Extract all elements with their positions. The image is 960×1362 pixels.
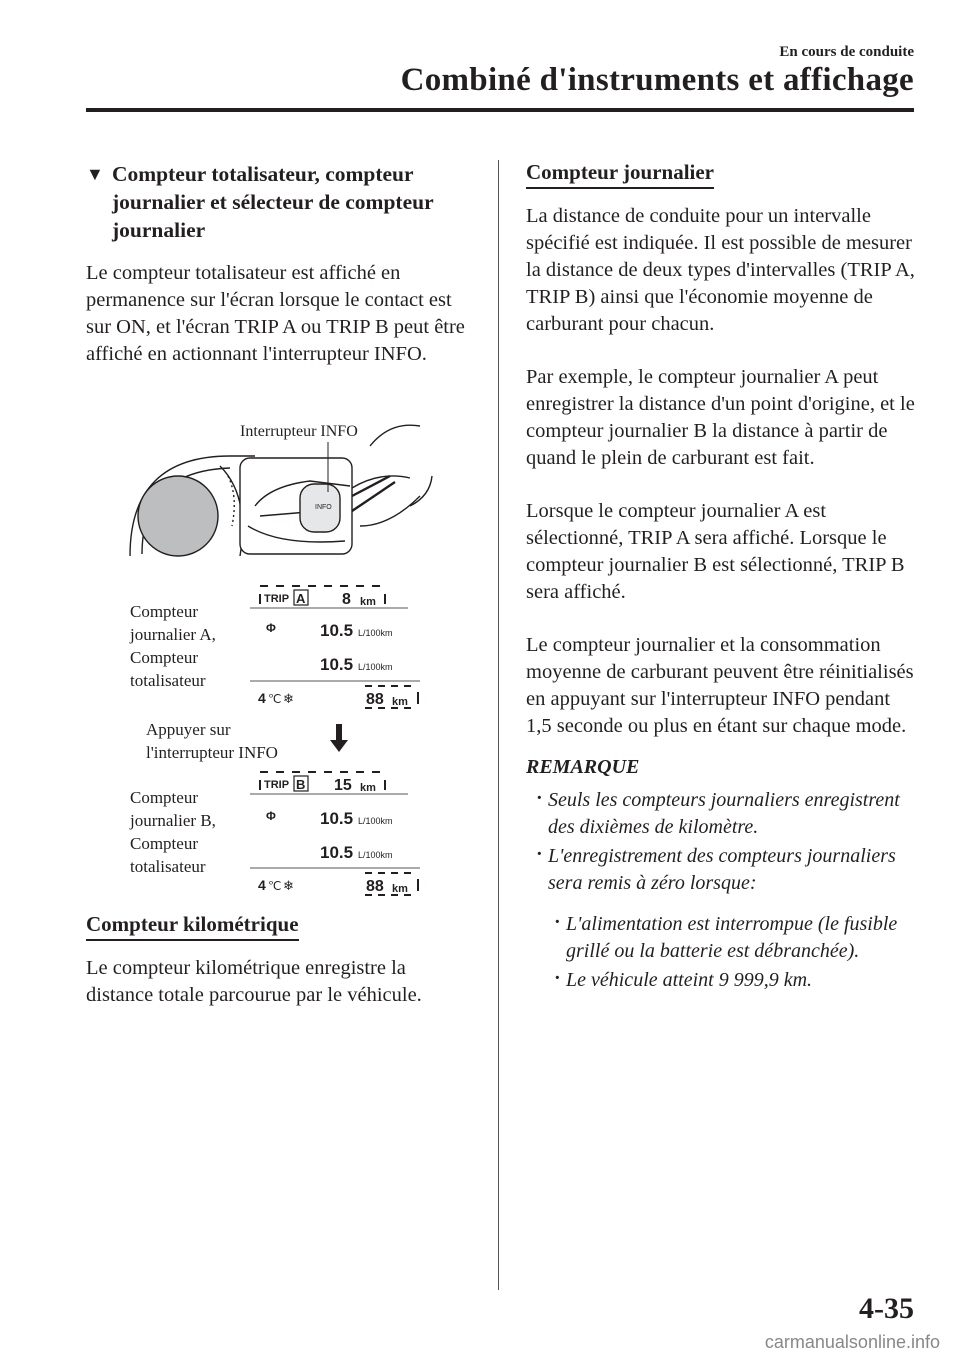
- header-section: En cours de conduite: [779, 44, 914, 60]
- odometer-section: [86, 912, 466, 1009]
- intro-paragraph: Le compteur totalisateur est affiché en permanence sur l'écran lorsque le contact est sur ON, et l'écran TRIP A ou TRIP B peut être affiché en actionnant l'interrupteur INFO.: [86, 262, 465, 365]
- display-a-odo-unit: km: [392, 696, 408, 708]
- display-b-fuel2-unit: L/100km: [358, 850, 393, 860]
- info-button-label: INFO: [315, 504, 332, 511]
- remark-subitem-1: · L'alimentation est interrompue (le fusible grillé ou la batterie est débranchée).: [566, 911, 916, 965]
- caption-press-info: Appuyer sur l'interrupteur INFO: [146, 720, 278, 762]
- section-title-line2: journalier et sélecteur de compteur: [112, 190, 434, 214]
- watermark: carmanualsonline.info: [764, 1332, 940, 1352]
- display-b-fuel1-unit: L/100km: [358, 816, 393, 826]
- remark-subitem-2: · Le véhicule atteint 9 999,9 km.: [566, 967, 916, 994]
- display-b-temp: 4: [258, 877, 266, 893]
- display-a-distance: 8: [342, 591, 351, 608]
- switch-label: Interrupteur INFO: [240, 423, 358, 440]
- left-column: [86, 160, 466, 368]
- display-a-unit: km: [360, 596, 376, 608]
- remark-item-2: · L'enregistrement des compteurs journaliers sera remis à zéro lorsque:: [548, 843, 916, 897]
- display-b-letter: B: [296, 777, 306, 792]
- display-b-fuel1: 10.5: [320, 809, 354, 828]
- display-b-trip: TRIP: [264, 779, 290, 791]
- display-b-unit: km: [360, 782, 376, 794]
- display-a-fuel1: 10.5: [320, 621, 354, 640]
- page-number: 4-35: [859, 1292, 914, 1325]
- section-title: [86, 160, 466, 244]
- header-rule: [86, 108, 914, 112]
- display-a-fuel1-unit: L/100km: [358, 628, 393, 638]
- display-a-temp-unit: ℃: [268, 692, 282, 706]
- snowflake-icon-b: ❄: [283, 878, 294, 893]
- display-b-odo: 88: [366, 878, 384, 895]
- display-b-odo-unit: km: [392, 883, 408, 895]
- trip-paragraph-2: Par exemple, le compteur journalier A peut enregistrer la distance d'un point d'origine, et le compteur journalier B la distance à partir de quand le plein de carburant est fait.: [526, 366, 915, 469]
- instrument-figure: [120, 416, 440, 896]
- fuel-icon-a: Φ: [266, 621, 276, 635]
- right-column: [526, 160, 916, 994]
- section-title-line3: journalier: [112, 218, 206, 242]
- display-a: [250, 586, 420, 708]
- caption-trip-a: Compteur journalier A, Compteur totalisateur: [130, 602, 216, 690]
- caption-trip-b: Compteur journalier B, Compteur totalisateur: [130, 788, 216, 876]
- trip-paragraph-4: Le compteur journalier et la consommation moyenne de carburant peuvent être réinitialisés en appuyant sur l'interrupteur INFO pendant 1,5 seconde ou plus en étant sur chaque mode.: [526, 634, 914, 737]
- fuel-icon-b: Φ: [266, 809, 276, 823]
- down-arrow-icon: [330, 724, 348, 752]
- odometer-title: Compteur kilométrique: [86, 912, 299, 941]
- snowflake-icon-a: ❄: [283, 691, 294, 706]
- cluster-illustration: [130, 425, 432, 556]
- display-a-letter: A: [296, 591, 306, 606]
- remark-list: [526, 787, 916, 994]
- display-b-fuel2: 10.5: [320, 843, 354, 862]
- display-a-temp: 4: [258, 690, 266, 706]
- triangle-icon: ▼: [86, 164, 104, 184]
- trip-paragraph-3: Lorsque le compteur journalier A est sélectionné, TRIP A sera affiché. Lorsque le compteur journalier B est sélectionné, TRIP B sera affiché.: [526, 500, 905, 603]
- display-a-odo: 88: [366, 691, 384, 708]
- section-title-line1: Compteur totalisateur, compteur: [112, 162, 414, 186]
- display-b-temp-unit: ℃: [268, 879, 282, 893]
- display-a-fuel2-unit: L/100km: [358, 662, 393, 672]
- display-a-fuel2: 10.5: [320, 655, 354, 674]
- trip-paragraph-1: La distance de conduite pour un intervalle spécifié est indiquée. Il est possible de mesurer la distance de deux types d'intervalles (TRIP A, TRIP B) ainsi que l'économie moyenne de carburant pour chacun.: [526, 205, 915, 335]
- column-divider: [498, 160, 499, 1290]
- display-a-trip: TRIP: [264, 593, 290, 605]
- trip-meter-title: Compteur journalier: [526, 160, 714, 189]
- page-title: Combiné d'instruments et affichage: [400, 62, 914, 98]
- display-b: [250, 772, 420, 895]
- display-b-distance: 15: [334, 777, 352, 794]
- odometer-paragraph: Le compteur kilométrique enregistre la distance totale parcourue par le véhicule.: [86, 957, 422, 1006]
- remark-heading: REMARQUE: [526, 756, 640, 778]
- remark-item-1: · Seuls les compteurs journaliers enregistrent des dixièmes de kilomètre.: [548, 787, 916, 841]
